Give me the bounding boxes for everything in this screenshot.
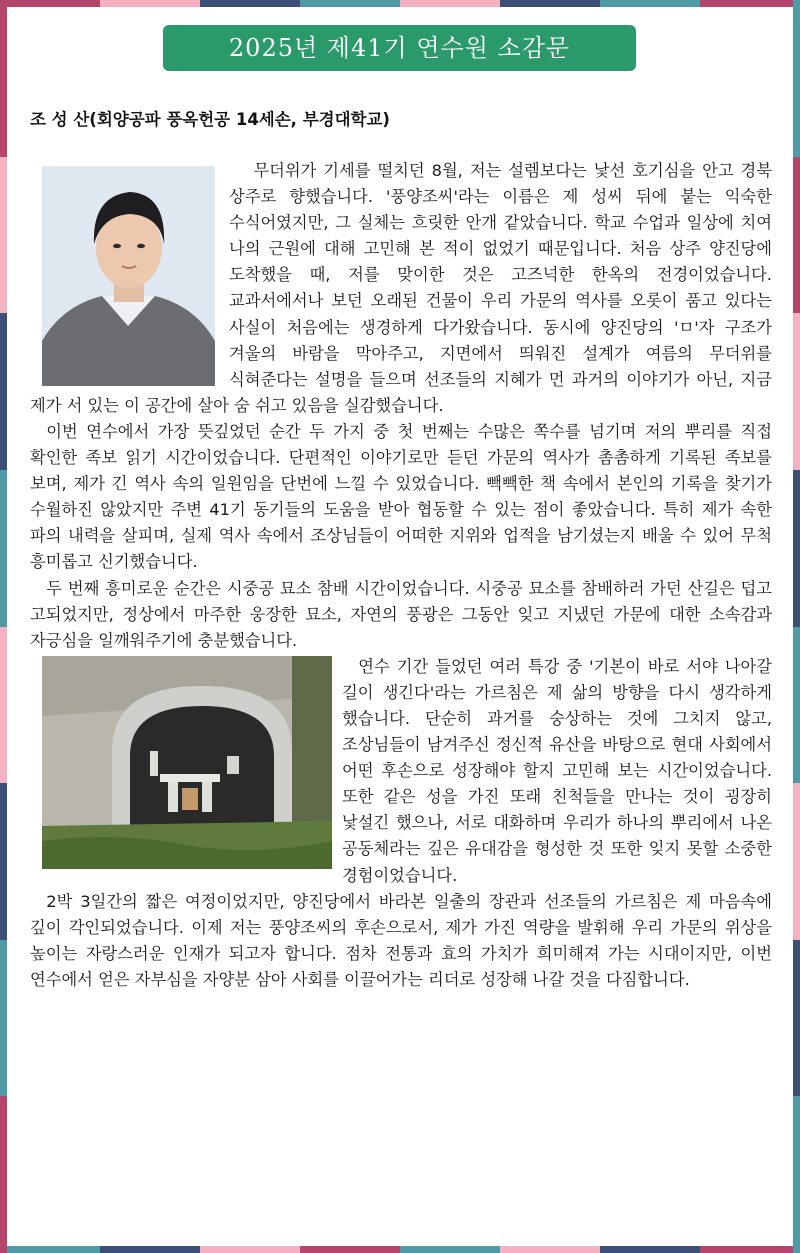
author-line: 조 성 산(회양공파 풍옥헌공 14세손, 부경대학교) (30, 110, 390, 129)
paragraph-1: 무더위가 기세를 떨치던 8월, 저는 설렘보다는 낯선 호기심을 안고 경북 상주로 향했습니다. '풍양조씨'라는 이름은 제 성씨 뒤에 붙는 익숙한 수식어였지만, 그 실체는 흐릿한 안개 같았습니다. 학교 수업과 일상에 치여 나의 근원에 대해 고민해 본 적이 없었기 때문입니다. 처음 상주 양진당에 도착했을 때, 저를 맞이한 것은 고즈넉한 한옥의 전경이었습니다. 교과서에서나 보던 오래된 건물이 우리 가문의 역사를 오롯이 품고 있다는 사실이 처음에는 생경하게 다가왔습니다. 동시에 양진당의 'ㅁ'자 구조가 겨울의 바람을 막아주고, 지면에서 띄워진 설계가 여름의 무더위를 식혀준다는 설명을 들으며 선조들의 지혜가 먼 과거의 이야기가 아닌, 지금 제가 서 있는 이 공간에 살아 숨 쉬고 있음을 실감했습니다. (30, 161, 772, 415)
left-border (0, 0, 7, 1253)
essay-body (30, 158, 772, 993)
right-border (793, 0, 800, 1253)
bottom-border (0, 1246, 800, 1253)
paragraph-4: 연수 기간 들었던 여러 특강 중 '기본이 바로 서야 나아갈 길이 생긴다'라는 가르침은 제 삶의 방향을 다시 생각하게 했습니다. 단순히 과거를 숭상하는 것에 그치지 않고, 조상님들이 남겨주신 정신적 유산을 바탕으로 현대 사회에서 어떤 후손으로 성장해야 할지 고민해 보는 시간이었습니다. 또한 같은 성을 가진 또래 친척들을 만나는 것이 굉장히 낯설긴 했으나, 서로 대화하며 우리가 하나의 뿌리에서 나온 공동체라는 깊은 유대감을 형성한 것 또한 잊지 못할 소중한 경험이었습니다. (342, 656, 772, 885)
paragraph-3: 두 번째 흥미로운 순간은 시중공 묘소 참배 시간이었습니다. 시중공 묘소를 참배하러 가던 산길은 덥고 고되었지만, 정상에서 마주한 웅장한 묘소, 자연의 풍광은 그동안 잊고 지냈던 가문에 대한 소속감과 자긍심을 일깨워주기에 충분했습니다. (30, 578, 772, 650)
shrine-photo (42, 656, 332, 869)
paragraph-5: 2박 3일간의 짧은 여정이었지만, 양진당에서 바라본 일출의 장관과 선조들의 가르침은 제 마음속에 깊이 각인되었습니다. 이제 저는 풍양조씨의 후손으로서, 제가 가진 역량을 발휘해 우리 가문의 위상을 높이는 자랑스러운 인재가 되고자 합니다. 점차 전통과 효의 가치가 희미해져 가는 시대이지만, 이번 연수에서 얻은 자부심을 자양분 삼아 사회를 이끌어가는 리더로 성장해 나갈 것을 다짐합니다. (30, 891, 772, 989)
page-title: 2025년 제41기 연수원 소감문 (163, 25, 636, 71)
paragraph-2: 이번 연수에서 가장 뜻깊었던 순간 두 가지 중 첫 번째는 수많은 쪽수를 넘기며 저의 뿌리를 직접 확인한 족보 읽기 시간이었습니다. 단편적인 이야기로만 듣던 가문의 역사가 촘촘하게 기록된 족보를 보며, 제가 긴 역사 속의 일원임을 단번에 느낄 수 있었습니다. 빽빽한 책 속에서 본인의 기록을 찾기가 수월하진 않았지만 주변 41기 동기들의 도움을 받아 협동할 수 있는 점이 좋았습니다. 특히 제가 속한 파의 내력을 살피며, 실제 역사 속에서 조상님들이 어떠한 지위와 업적을 남기셨는지 배울 수 있어 무척 흥미롭고 신기했습니다. (30, 421, 772, 572)
author-portrait (42, 166, 215, 386)
top-border (0, 0, 800, 7)
